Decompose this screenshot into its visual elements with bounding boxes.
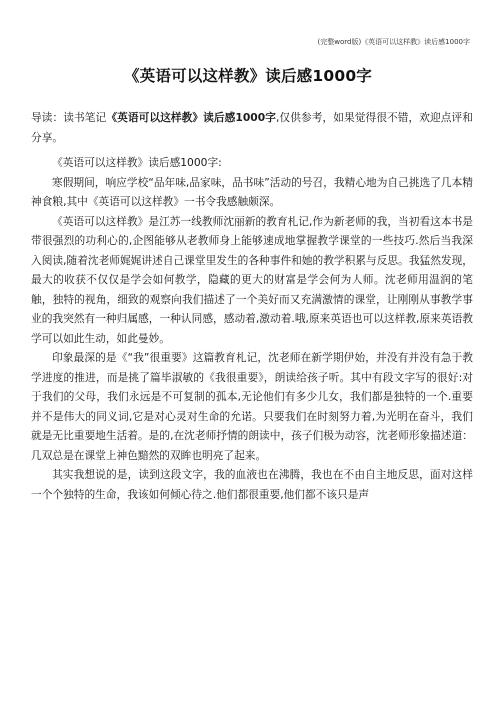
paragraph-3: 印象最深的是《“我”很重要》这篇教育札记，沈老师在新学期伊始，并没有并没有急于教学进度的推进，而是挑了篇毕淑敏的《我很重要》，朗读给孩子听。其中有段文字写的很好:对于我们的父母，我们永远是不可复制的孤本,无论他们有多少儿女，我们都是独特的一个.重要并不是伟大的同义词,它是对心灵对生命的允诺。只要我们在时刻努力着,为光明在奋斗，我们就是无比重要地生活着。是的,在沈老师抒情的朗读中，孩子们极为动容，沈老师形象描述道：几双总是在课堂上神色黯然的双眸也明亮了起来。 [31, 351, 473, 462]
paragraph-1: 寒假期间，响应学校“品年味,品家味，品书味”活动的号召，我精心地为自己挑选了几本精神食粮,其中《英语可以这样教》一书令我感触颇深。 [31, 175, 473, 208]
paragraph-4: 其实我想说的是，读到这段文字，我的血液也在沸腾，我也在不由自主地反思，面对这样一个个独特的生命，我该如何倾心待之.他们都很重要,他们都不该只是声 [31, 468, 473, 501]
page-title: 《英语可以这样教》读后感1000字 [123, 67, 373, 85]
intro-paragraph [31, 108, 473, 147]
header-note: (完整word版)《英语可以这样教》读后感1000字 [317, 38, 470, 46]
heading-line: 《英语可以这样教》读后感1000字: [52, 156, 222, 169]
intro-book-title: 《英语可以这样教》读后感1000字 [106, 111, 276, 124]
intro-suffix: ,仅供参考，如果觉得很不错，欢迎点评和分享。 [31, 111, 473, 144]
intro-prefix: 导读：读书笔记 [31, 111, 107, 124]
paragraph-2: 《英语可以这样教》是江苏一线教师沈丽新的教育札记,作为新老师的我，当初看这本书是带很强烈的功利心的,企图能够从老教师身上能够速成地掌握教学课堂的一些技巧.然后当我深入阅读,随着沈老师娓娓讲述自己课堂里发生的各种事件和她的教学积累与反思。我猛然发现，最大的收获不仅仅是学会如何教学，隐藏的更大的财富是学会何为人师。沈老师用温润的笔触，独特的视角，细致的观察向我们描述了一个美好而又充满激情的课堂，让刚刚从事教学事业的我突然有一种归属感，一种认同感，感动着,激动着.哦,原来英语也可以这样教,原来英语教学可以如此生动，如此曼妙。 [31, 214, 473, 345]
document-body [31, 108, 473, 504]
